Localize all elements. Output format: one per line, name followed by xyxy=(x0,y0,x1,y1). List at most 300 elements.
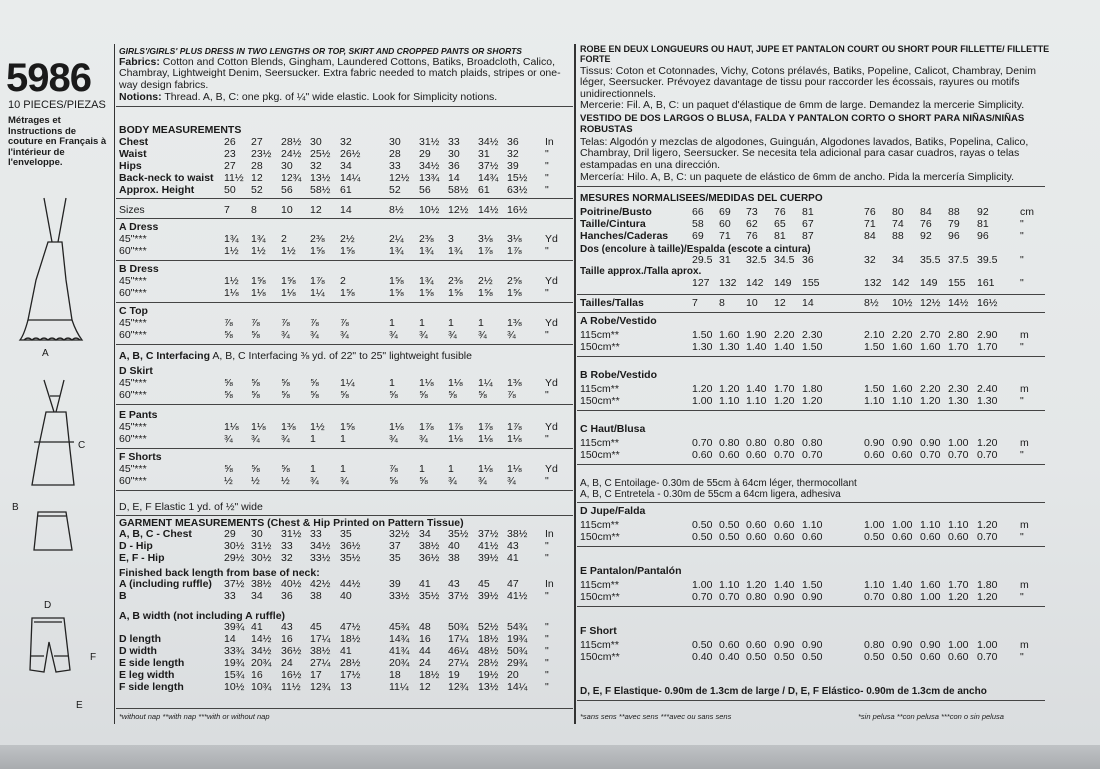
dl-row-unit: " xyxy=(545,657,549,669)
abw-row-cell: 54¾ xyxy=(507,621,528,633)
taille-row-unit: " xyxy=(1020,277,1024,289)
yardage-title-label: B Dress xyxy=(119,263,159,275)
mes-row-cell: 92 xyxy=(977,206,989,218)
garment-row-cell: 29 xyxy=(224,528,236,540)
body-row-cell: 23½ xyxy=(251,148,272,160)
metrage2-150-cell: 0.60 xyxy=(892,531,913,543)
yardage-60-cell: 1⅞ xyxy=(478,245,493,257)
yardage-60-unit: " xyxy=(545,287,549,299)
mes-row-cell: 76 xyxy=(774,206,786,218)
yardage-45-cell: 3⅛ xyxy=(507,233,522,245)
metrage-115-cell: 0.80 xyxy=(746,437,767,449)
fbl-row-cell: 40 xyxy=(340,590,352,602)
metrage2-150-cell: 1.20 xyxy=(977,591,998,603)
dl-row-unit: " xyxy=(545,669,549,681)
yardage-45-cell: 1⅝ xyxy=(340,421,355,433)
yardage-60-cell: 1⅛ xyxy=(448,433,463,445)
yardage-45-label: 45"*** xyxy=(119,233,147,245)
mes-row-cell: 81 xyxy=(977,218,989,230)
metrage-115-cell: 0.80 xyxy=(802,437,823,449)
metrage-115-cell: 1.60 xyxy=(719,329,740,341)
body-row-cell: 25½ xyxy=(310,148,331,160)
dl-row-label: F side length xyxy=(119,681,184,693)
garment-row-label: A, B, C - Chest xyxy=(119,528,192,540)
yardage-title-label: D Skirt xyxy=(119,365,153,377)
yardage-45-cell: ⅞ xyxy=(281,317,290,329)
metrage2-115-cell: 1.40 xyxy=(892,579,913,591)
metrage2-150-cell: 0.50 xyxy=(774,651,795,663)
fbl-row-label: A (including ruffle) xyxy=(119,578,212,590)
tailles-label: Tailles/Tallas xyxy=(580,297,644,309)
yardage-60-label: 60"*** xyxy=(119,475,147,487)
body-row-cell: 30 xyxy=(310,136,322,148)
dl-row-unit: " xyxy=(545,681,549,693)
yardage-45-cell: 1 xyxy=(419,317,425,329)
sizes-cell: 8 xyxy=(251,204,257,216)
metrage-150-cell: 1.30 xyxy=(719,341,740,353)
body-row-cell: 56 xyxy=(419,184,431,196)
body-row-label: Chest xyxy=(119,136,149,148)
dl-row-unit: " xyxy=(545,633,549,645)
body-row-cell: 32 xyxy=(340,136,352,148)
metrage-title-label: B Robe/Vestido xyxy=(580,369,658,381)
garment-measurements-title: GARMENT MEASUREMENTS (Chest & Hip Printed on Pattern Tissue) xyxy=(119,517,464,529)
yardage-45-cell: 1 xyxy=(419,463,425,475)
metrage-150-cell: 1.10 xyxy=(892,395,913,407)
metrage-115-cell: 1.00 xyxy=(948,437,969,449)
mes-row-cell: 60 xyxy=(719,218,731,230)
metrage-115-cell: 2.20 xyxy=(774,329,795,341)
metrage2-115-cell: 0.50 xyxy=(719,519,740,531)
metrage-150-cell: 1.10 xyxy=(719,395,740,407)
body-row-cell: 26 xyxy=(224,136,236,148)
metrage-115-cell: 2.10 xyxy=(864,329,885,341)
tailles-cell: 14½ xyxy=(948,297,969,309)
dl-row-cell: 20 xyxy=(507,669,519,681)
dl-row-cell: 24 xyxy=(281,657,293,669)
metrage-150-cell: 0.70 xyxy=(802,449,823,461)
metrage2-150-cell: 0.60 xyxy=(746,531,767,543)
dl-row-cell: 17¼ xyxy=(310,633,331,645)
yardage-60-cell: ¾ xyxy=(478,329,487,341)
dl-row-cell: 19 xyxy=(448,669,460,681)
metrage2-150-cell: 0.50 xyxy=(864,531,885,543)
metrage2-115-cell: 1.00 xyxy=(948,639,969,651)
garment-row-cell: 40 xyxy=(448,540,460,552)
yardage-60-cell: ¾ xyxy=(507,475,516,487)
garment-row-cell: 38 xyxy=(448,552,460,564)
garment-row-cell: 30 xyxy=(251,528,263,540)
body-measurements-title: BODY MEASUREMENTS xyxy=(119,124,242,136)
yardage-60-cell: ¾ xyxy=(340,329,349,341)
metrage-150-cell: 0.60 xyxy=(746,449,767,461)
body-row-cell: 27 xyxy=(224,160,236,172)
yardage-45-cell: 1¾ xyxy=(419,275,434,287)
tailles-cell: 10½ xyxy=(892,297,913,309)
yardage-60-cell: ¾ xyxy=(389,433,398,445)
metrage-115-cell: 2.70 xyxy=(920,329,941,341)
yardage-60-cell: 1⅛ xyxy=(507,433,522,445)
abw-row-cell: 47½ xyxy=(340,621,361,633)
dos-row-cell: 34.5 xyxy=(774,254,795,266)
yardage-60-cell: ¾ xyxy=(281,433,290,445)
dl-row-cell: 14¾ xyxy=(389,633,410,645)
metrage2-150-unit: " xyxy=(1020,531,1024,543)
yardage-45-cell: 1 xyxy=(389,317,395,329)
body-row-cell: 50 xyxy=(224,184,236,196)
dl-row-cell: 28½ xyxy=(340,657,361,669)
sizes-cell: 14½ xyxy=(478,204,499,216)
body-row-cell: 13½ xyxy=(310,172,331,184)
yardage-45-cell: 1⅞ xyxy=(448,421,463,433)
dl-row-cell: 16 xyxy=(419,633,431,645)
metrage-150-cell: 0.70 xyxy=(977,449,998,461)
metrage2-150-cell: 0.40 xyxy=(692,651,713,663)
yardage-45-cell: ⅞ xyxy=(389,463,398,475)
view-label-d: D xyxy=(44,600,52,611)
dl-row-cell: 19¾ xyxy=(507,633,528,645)
mes-row-cell: 76 xyxy=(920,218,932,230)
metrage2-115-cell: 1.00 xyxy=(892,519,913,531)
metrage2-150-cell: 1.20 xyxy=(948,591,969,603)
fbl-row-cell: 37½ xyxy=(448,590,469,602)
mes-row-unit: cm xyxy=(1020,206,1034,218)
dl-row-cell: 24 xyxy=(419,657,431,669)
sizes-cell: 16½ xyxy=(507,204,528,216)
dl-row-label: E leg width xyxy=(119,669,175,681)
yardage-60-cell: 1⅞ xyxy=(507,245,522,257)
left-divider xyxy=(114,44,115,724)
mes-row-label: Hanches/Caderas xyxy=(580,230,669,242)
metrage2-150-cell: 0.90 xyxy=(774,591,795,603)
fbl-row-cell: 39½ xyxy=(478,590,499,602)
sizes-cell: 10½ xyxy=(419,204,440,216)
fbl-row-cell: 38½ xyxy=(251,578,272,590)
mes-row-cell: 96 xyxy=(977,230,989,242)
body-row-cell: 33 xyxy=(448,136,460,148)
metrage2-115-cell: 1.10 xyxy=(719,579,740,591)
yardage-45-cell: 1⅛ xyxy=(507,463,522,475)
metrage2-115-cell: 0.90 xyxy=(920,639,941,651)
metrage-150-label: 150cm** xyxy=(580,395,620,407)
garment-row-unit: " xyxy=(545,540,549,552)
body-row-cell: 26½ xyxy=(340,148,361,160)
view-illustrations xyxy=(14,190,104,710)
yardage-45-cell: ⅝ xyxy=(251,377,260,389)
body-row-cell: 52 xyxy=(251,184,263,196)
yardage-45-unit: Yd xyxy=(545,317,558,329)
yardage-45-cell: 1 xyxy=(478,317,484,329)
metrage-150-cell: 1.50 xyxy=(802,341,823,353)
metrage-115-unit: m xyxy=(1020,437,1029,449)
yardage-45-cell: 1⅞ xyxy=(310,275,325,287)
pieces-count: 10 PIECES/PIEZAS xyxy=(8,99,106,111)
metrage2-115-cell: 1.50 xyxy=(802,579,823,591)
fbl-row-cell: 33 xyxy=(224,590,236,602)
yardage-45-cell: 1 xyxy=(448,317,454,329)
body-row-cell: 15½ xyxy=(507,172,528,184)
metrage-115-cell: 2.20 xyxy=(920,383,941,395)
mes-row-cell: 84 xyxy=(864,230,876,242)
yardage-45-label: 45"*** xyxy=(119,317,147,329)
dl-row-label: E side length xyxy=(119,657,185,669)
metrage-115-cell: 0.80 xyxy=(719,437,740,449)
french-note: Métrages et Instructions de couture en Français à l'intérieur de l'enveloppe. xyxy=(8,115,107,168)
yardage-45-cell: 3⅛ xyxy=(478,233,493,245)
yardage-45-unit: Yd xyxy=(545,463,558,475)
yardage-45-cell: 1 xyxy=(310,463,316,475)
taille-row-cell: 142 xyxy=(746,277,764,289)
garment-row-cell: 29½ xyxy=(224,552,245,564)
mes-row-cell: 80 xyxy=(892,206,904,218)
yardage-45-cell: 1⅛ xyxy=(448,377,463,389)
yardage-60-cell: 1⅝ xyxy=(419,287,434,299)
abw-row-cell: 48 xyxy=(419,621,431,633)
garment-row-cell: 33 xyxy=(281,540,293,552)
fbl-row-cell: 42½ xyxy=(310,578,331,590)
metrage2-150-cell: 0.60 xyxy=(774,531,795,543)
metrage2-115-cell: 1.60 xyxy=(920,579,941,591)
metrage2-150-cell: 0.70 xyxy=(977,531,998,543)
metrage-115-cell: 1.70 xyxy=(774,383,795,395)
yardage-60-cell: ⅝ xyxy=(251,389,260,401)
yardage-60-cell: ¾ xyxy=(478,475,487,487)
body-row-cell: 34½ xyxy=(419,160,440,172)
body-row-cell: 12 xyxy=(251,172,263,184)
metrage-115-cell: 2.30 xyxy=(948,383,969,395)
metrage-150-cell: 1.00 xyxy=(692,395,713,407)
mes-row-cell: 69 xyxy=(719,206,731,218)
dl-row-cell: 11¼ xyxy=(389,681,409,693)
dos-row-cell: 34 xyxy=(892,254,904,266)
garment-row-cell: 32 xyxy=(281,552,293,564)
body-row-label: Waist xyxy=(119,148,147,160)
taille-row-cell: 142 xyxy=(892,277,910,289)
body-row-cell: 11½ xyxy=(224,172,244,184)
dos-row-unit: " xyxy=(1020,254,1024,266)
body-row-unit: " xyxy=(545,184,549,196)
dl-row-cell: 19½ xyxy=(478,669,499,681)
garment-row-cell: 39½ xyxy=(478,552,499,564)
abw-row-cell: 45¾ xyxy=(389,621,410,633)
dl-row-cell: 34½ xyxy=(251,645,272,657)
mes-row-cell: 73 xyxy=(746,206,758,218)
fbl-row-cell: 41 xyxy=(419,578,431,590)
dl-row-label: D length xyxy=(119,633,161,645)
abw-row-cell: 43 xyxy=(281,621,293,633)
metrage2-115-cell: 1.70 xyxy=(948,579,969,591)
garment-row-label: E, F - Hip xyxy=(119,552,165,564)
yardage-45-cell: 1⅞ xyxy=(507,421,522,433)
body-row-cell: 34½ xyxy=(478,136,499,148)
metrage-150-cell: 1.10 xyxy=(864,395,885,407)
yardage-45-cell: 1⅛ xyxy=(224,421,239,433)
metrage2-150-cell: 0.90 xyxy=(802,591,823,603)
yardage-60-cell: ¾ xyxy=(251,433,260,445)
dos-row-cell: 35.5 xyxy=(920,254,941,266)
mes-row-cell: 79 xyxy=(948,218,960,230)
yardage-45-cell: ⅝ xyxy=(281,377,290,389)
metrage-115-cell: 2.30 xyxy=(802,329,823,341)
metrage-150-cell: 0.70 xyxy=(920,449,941,461)
body-row-label: Back-neck to waist xyxy=(119,172,214,184)
body-row-cell: 33 xyxy=(389,160,401,172)
metrage-115-label: 115cm** xyxy=(580,329,619,341)
dl-row-cell: 11½ xyxy=(281,681,301,693)
elastic-text: D, E, F Elastic 1 yd. of ½" wide xyxy=(119,501,263,513)
metrage-150-cell: 0.60 xyxy=(892,449,913,461)
metrage2-115-cell: 1.10 xyxy=(948,519,969,531)
mes-row-cell: 58 xyxy=(692,218,704,230)
dl-row-cell: 16½ xyxy=(281,669,302,681)
yardage-45-cell: 1⅛ xyxy=(251,421,266,433)
dl-row-cell: 18 xyxy=(389,669,401,681)
dl-row-cell: 27¼ xyxy=(448,657,469,669)
yardage-60-cell: 1⅛ xyxy=(251,287,266,299)
body-row-cell: 36 xyxy=(448,160,460,172)
yardage-45-cell: 2⅜ xyxy=(448,275,463,287)
mes-row-label: Poitrine/Busto xyxy=(580,206,652,218)
body-row-unit: In xyxy=(545,136,554,148)
yardage-60-cell: 1⅝ xyxy=(478,287,493,299)
yardage-60-cell: 1 xyxy=(340,433,346,445)
garment-row-cell: 43 xyxy=(507,540,519,552)
mes-row-unit: " xyxy=(1020,230,1024,242)
metrage2-115-cell: 0.60 xyxy=(746,639,767,651)
yardage-45-label: 45"*** xyxy=(119,421,147,433)
taille-row-cell: 161 xyxy=(977,277,995,289)
yardage-60-cell: 1⅝ xyxy=(389,287,404,299)
dl-row-cell: 20¾ xyxy=(251,657,272,669)
footnotes-english: *without nap **with nap ***with or without nap xyxy=(119,712,270,721)
yardage-60-cell: ⅝ xyxy=(224,329,233,341)
taille-row-cell: 132 xyxy=(719,277,737,289)
yardage-45-cell: ⅝ xyxy=(281,463,290,475)
metrage-150-cell: 1.70 xyxy=(948,341,969,353)
garment-row-cell: 35½ xyxy=(448,528,469,540)
yardage-60-cell: ¾ xyxy=(281,329,290,341)
metrage-115-cell: 1.90 xyxy=(746,329,767,341)
yardage-60-cell: 1¼ xyxy=(310,287,325,299)
metrage2-115-cell: 1.20 xyxy=(977,519,998,531)
metrage-150-cell: 1.30 xyxy=(692,341,713,353)
body-row-cell: 58½ xyxy=(448,184,469,196)
yardage-45-cell: 1⅜ xyxy=(281,421,296,433)
dl-row-cell: 16 xyxy=(251,669,263,681)
yardage-45-cell: 1⅞ xyxy=(478,421,493,433)
dl-row-cell: 33¾ xyxy=(224,645,245,657)
body-row-cell: 31½ xyxy=(419,136,440,148)
yardage-60-cell: 1¾ xyxy=(419,245,434,257)
yardage-45-unit: Yd xyxy=(545,275,558,287)
metrage2-150-label: 150cm** xyxy=(580,531,620,543)
yardage-45-cell: ⅞ xyxy=(340,317,349,329)
fbl-row-cell: 33½ xyxy=(389,590,410,602)
yardage-60-cell: ¾ xyxy=(310,475,319,487)
yardage-45-cell: 2⅝ xyxy=(507,275,522,287)
yardage-45-cell: 2 xyxy=(281,233,287,245)
view-label-f: F xyxy=(90,652,97,663)
footnotes-spanish: *sin pelusa **con pelusa ***con o sin pelusa xyxy=(858,712,1004,721)
yardage-45-cell: 1¼ xyxy=(340,377,355,389)
yardage-45-cell: 1½ xyxy=(310,421,325,433)
metrage-150-cell: 1.60 xyxy=(892,341,913,353)
sizes-cell: 14 xyxy=(340,204,352,216)
sizes-cell: 12½ xyxy=(448,204,469,216)
fbl-row-cell: 44½ xyxy=(340,578,361,590)
fbl-row-cell: 34 xyxy=(251,590,263,602)
yardage-60-cell: ¾ xyxy=(419,329,428,341)
body-row-cell: 32 xyxy=(507,148,519,160)
yardage-45-cell: 1⅛ xyxy=(478,463,493,475)
yardage-60-cell: 1½ xyxy=(281,245,296,257)
dl-row-cell: 14 xyxy=(224,633,236,645)
yardage-45-cell: 2¼ xyxy=(389,233,404,245)
yardage-60-label: 60"*** xyxy=(119,329,147,341)
yardage-60-unit: " xyxy=(545,329,549,341)
metrage2-115-cell: 1.10 xyxy=(864,579,885,591)
dl-row-cell: 15¾ xyxy=(224,669,245,681)
mes-row-cell: 88 xyxy=(948,206,960,218)
body-row-cell: 14 xyxy=(448,172,460,184)
yardage-45-cell: 1 xyxy=(340,463,346,475)
body-row-cell: 24½ xyxy=(281,148,302,160)
body-row-cell: 28 xyxy=(389,148,401,160)
metrage2-title-label: E Pantalon/Pantalón xyxy=(580,565,682,577)
metrage2-115-cell: 1.80 xyxy=(977,579,998,591)
metrage2-150-unit: " xyxy=(1020,651,1024,663)
yardage-60-cell: ⅝ xyxy=(389,389,398,401)
metrage2-150-cell: 0.70 xyxy=(977,651,998,663)
yardage-60-cell: ½ xyxy=(224,475,233,487)
metrage2-115-cell: 0.90 xyxy=(774,639,795,651)
metrage-115-cell: 2.80 xyxy=(948,329,969,341)
metrage-150-unit: " xyxy=(1020,341,1024,353)
yardage-60-label: 60"*** xyxy=(119,287,147,299)
taille-row-cell: 155 xyxy=(948,277,966,289)
metrage-115-unit: m xyxy=(1020,329,1029,341)
yardage-60-unit: " xyxy=(545,475,549,487)
metrage2-150-cell: 0.50 xyxy=(864,651,885,663)
metrage2-title-label: F Short xyxy=(580,625,617,637)
yardage-45-cell: 1⅛ xyxy=(419,377,434,389)
yardage-45-cell: 1⅞ xyxy=(419,421,434,433)
metrage-150-cell: 0.70 xyxy=(774,449,795,461)
yardage-45-cell: 1½ xyxy=(224,275,239,287)
garment-row-cell: 34½ xyxy=(310,540,331,552)
mes-row-cell: 88 xyxy=(892,230,904,242)
envelope-bottom-edge xyxy=(0,745,1100,769)
sizes-cell: 10 xyxy=(281,204,293,216)
yardage-60-cell: ½ xyxy=(281,475,290,487)
metrage-150-cell: 0.60 xyxy=(864,449,885,461)
yardage-45-cell: 2⅜ xyxy=(310,233,325,245)
body-row-cell: 52 xyxy=(389,184,401,196)
body-row-unit: " xyxy=(545,148,549,160)
body-row-cell: 56 xyxy=(281,184,293,196)
yardage-60-cell: 1⅛ xyxy=(478,433,493,445)
yardage-60-label: 60"*** xyxy=(119,433,147,445)
yardage-45-cell: 1¼ xyxy=(478,377,493,389)
yardage-60-cell: ¾ xyxy=(448,475,457,487)
yardage-60-cell: 1¾ xyxy=(448,245,463,257)
dl-row-cell: 13½ xyxy=(478,681,499,693)
garment-row-cell: 36½ xyxy=(419,552,440,564)
garment-row-cell: 35 xyxy=(389,552,401,564)
abw-row-unit: " xyxy=(545,621,549,633)
body-row-cell: 61 xyxy=(478,184,490,196)
metrage2-150-cell: 0.40 xyxy=(719,651,740,663)
